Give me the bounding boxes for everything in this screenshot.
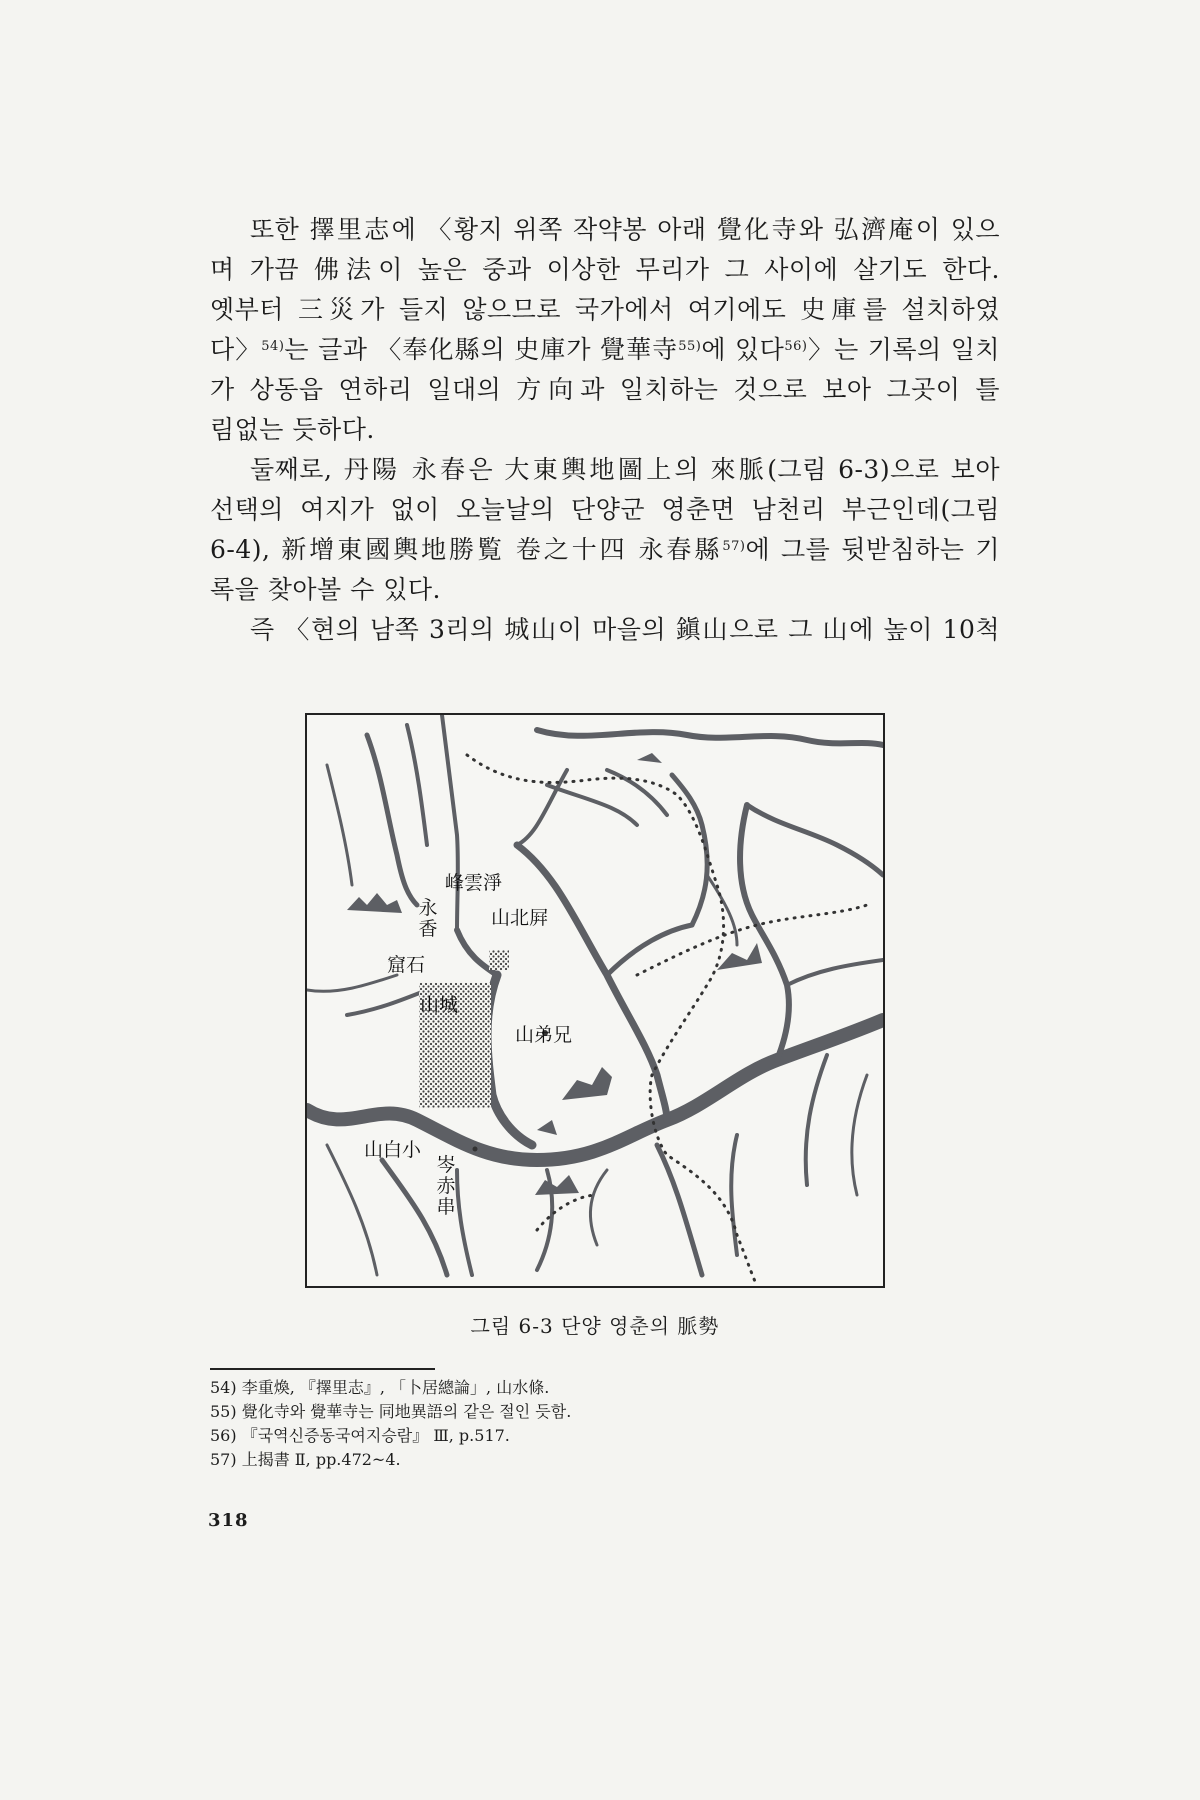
footnote-55: 55) 覺化寺와 覺華寺는 同地異語의 같은 절인 듯함. — [210, 1402, 572, 1421]
label-yeonghyang: 永香 — [418, 897, 438, 940]
body-line-3: 옛부터 三災가 들지 않으므로 국가에서 여기에도 史庫를 설치하였 — [210, 295, 1000, 324]
footnote-ref-55: 55) — [678, 339, 702, 354]
label-jeokjam: 岑赤串 — [436, 1154, 456, 1218]
footnote-56: 56) 『국역신증동국여지승람』 Ⅲ, p.517. — [210, 1426, 510, 1445]
label-bukbyeong-mountain: 山北屛 — [491, 907, 549, 929]
body-line-5: 가 상동읍 연하리 일대의 方向과 일치하는 것으로 보아 그곳이 틀 — [210, 375, 1000, 404]
figure-map — [305, 713, 885, 1288]
map-illustration — [307, 715, 883, 1286]
body-line-1: 또한 擇里志에 〈황지 위쪽 작약봉 아래 覺化寺와 弘濟庵이 있으 — [250, 215, 1000, 244]
body-line-7: 둘째로, 丹陽 永春은 大東輿地圖上의 來脈(그림 6-3)으로 보아 — [250, 455, 1000, 484]
body-line-6: 림없는 듯하다. — [210, 415, 375, 444]
label-sobaek-mountain: 山白小 — [364, 1139, 422, 1161]
page-number: 318 — [208, 1510, 249, 1531]
body-line-11: 즉 〈현의 남쪽 3리의 城山이 마을의 鎭山으로 그 山에 높이 10척 — [250, 615, 1000, 644]
footnote-54: 54) 李重煥, 『擇里志』, 「卜居總論」, 山水條. — [210, 1378, 550, 1397]
label-hyeongje-mountain: 山弟兄 — [515, 1024, 573, 1046]
body-line-2: 며 가끔 佛法이 높은 중과 이상한 무리가 그 사이에 살기도 한다. — [210, 255, 1000, 284]
footnote-ref-57: 57) — [722, 539, 746, 554]
footnote-ref-56: 56) — [784, 339, 808, 354]
body-line-8: 선택의 여지가 없이 오늘날의 단양군 영춘면 남천리 부근인데(그림 — [210, 495, 1000, 524]
body-line-4: 다〉$^{54)}$는 글과 〈奉化縣의 史庫가 覺華寺$^{55)}$에 있다$^{56)}$〉는 기록의 일치 — [210, 335, 1001, 364]
label-jeongun-peak: 峰雲淨 — [445, 872, 503, 894]
label-gulseok: 窟石 — [387, 954, 426, 976]
figure-caption: 그림 6-3 단양 영춘의 脈勢 — [470, 1314, 720, 1338]
body-line-10: 록을 찾아볼 수 있다. — [210, 575, 441, 604]
body-line-9: 6-4), 新增東國輿地勝覧 卷之十四 永春縣$^{57)}$에 그를 뒷받침하는 기 — [210, 535, 1000, 564]
footnote-divider — [210, 1368, 435, 1370]
footnote-ref-54: 54) — [261, 339, 285, 354]
label-seongsan: 山城 — [420, 994, 459, 1016]
footnote-57: 57) 上揭書 Ⅱ, pp.472~4. — [210, 1450, 401, 1469]
